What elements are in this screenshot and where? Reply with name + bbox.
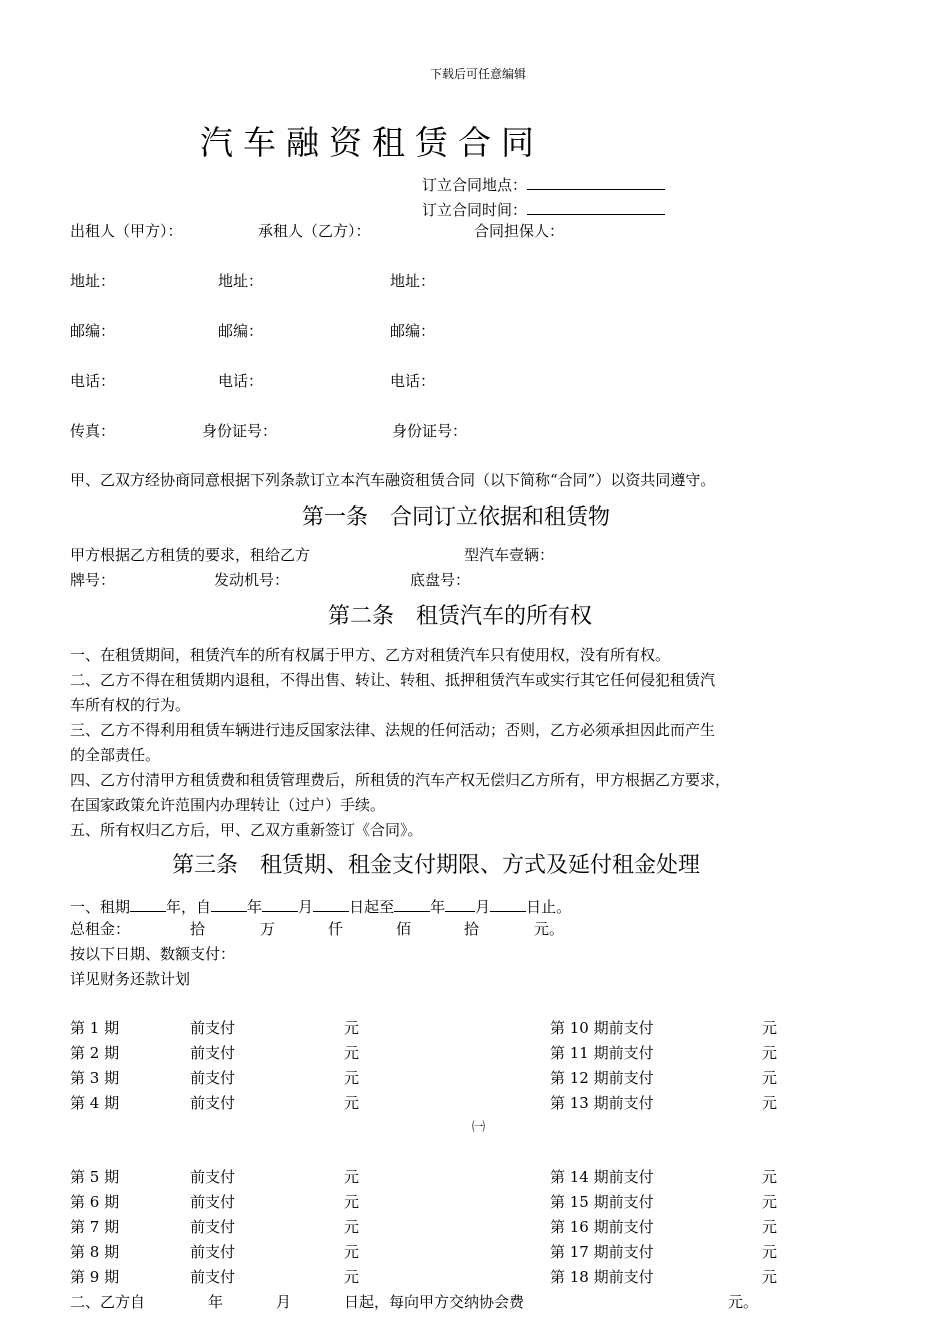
period-label: 第 12 期前支付 [550, 1069, 654, 1087]
pay-schedule-label: 按以下日期、数额支付： [70, 945, 236, 963]
intro-paragraph: 甲、乙双方经协商同意根据下列条款订立本汽车融资租赁合同（以下简称“合同”）以资共同遵守。 [70, 471, 716, 489]
pay-before-label: 前支付 [190, 1094, 236, 1112]
yuan-label: 元 [762, 1243, 778, 1261]
yuan-label: 元 [344, 1268, 360, 1286]
yuan-label: 元 [762, 1193, 778, 1211]
engine-label: 发动机号： [214, 571, 290, 589]
term-text: 日起至 [349, 898, 395, 916]
term-text: 年，自 [166, 898, 212, 916]
guarantor-phone-label: 电话： [390, 372, 436, 390]
yuan-label: 元 [762, 1019, 778, 1037]
article-3-title: 第三条 租赁期、租金支付期限、方式及延付租金处理 [172, 853, 701, 878]
period-label: 第 2 期 [70, 1044, 120, 1062]
sign-time-row [422, 200, 665, 218]
lessee-address-label: 地址： [218, 272, 264, 290]
fee-text: 元。 [728, 1293, 759, 1311]
period-label: 第 4 期 [70, 1094, 120, 1112]
period-label: 第 18 期前支付 [550, 1268, 654, 1286]
period-label: 第 8 期 [70, 1243, 120, 1261]
fee-text: 年 [208, 1293, 224, 1311]
period-label: 第 6 期 [70, 1193, 120, 1211]
yuan-label: 元 [344, 1243, 360, 1261]
term-text: 月 [298, 898, 314, 916]
article-2-para-3b: 的全部责任。 [70, 746, 161, 764]
fee-text: 月 [276, 1293, 292, 1311]
document-title: 汽车融资租赁合同 [200, 123, 544, 162]
period-label: 第 3 期 [70, 1069, 120, 1087]
guarantor-address-label: 地址： [390, 272, 436, 290]
yuan-label: 元 [762, 1069, 778, 1087]
unit-label: 元。 [534, 920, 565, 938]
lessor-address-label: 地址： [70, 272, 116, 290]
period-label: 第 1 期 [70, 1019, 120, 1037]
article-2-para-3a: 三、乙方不得利用租赁车辆进行违反国家法律、法规的任何活动；否则，乙方必须承担因此而产生 [70, 721, 716, 739]
sign-place-row [422, 175, 665, 193]
period-label: 第 11 期前支付 [550, 1044, 654, 1062]
pay-before-label: 前支付 [190, 1193, 236, 1211]
period-label: 第 9 期 [70, 1268, 120, 1286]
yuan-label: 元 [344, 1044, 360, 1062]
lessee-phone-label: 电话： [218, 372, 264, 390]
end-day-blank[interactable] [490, 897, 526, 912]
article-1-title: 第一条 合同订立依据和租赁物 [302, 505, 611, 530]
article-2-para-4b: 在国家政策允许范围内办理转让（过户）手续。 [70, 796, 386, 814]
period-label: 第 7 期 [70, 1218, 120, 1236]
fee-text: 日起，每向甲方交纳协会费 [344, 1293, 525, 1311]
period-label: 第 15 期前支付 [550, 1193, 654, 1211]
yuan-label: 元 [344, 1218, 360, 1236]
pay-before-label: 前支付 [190, 1019, 236, 1037]
yuan-label: 元 [762, 1044, 778, 1062]
lessor-label: 出租人（甲方）： [70, 222, 183, 240]
period-label: 第 13 期前支付 [550, 1094, 654, 1112]
page-number-mark: ㈠ [472, 1120, 486, 1135]
period-label: 第 5 期 [70, 1168, 120, 1186]
term-text: 年 [430, 898, 446, 916]
term-years-blank[interactable] [130, 897, 166, 912]
start-day-blank[interactable] [313, 897, 349, 912]
yuan-label: 元 [344, 1069, 360, 1087]
header-note: 下载后可任意编辑 [430, 67, 527, 81]
lessor-fax-label: 传真： [70, 422, 116, 440]
pay-before-label: 前支付 [190, 1218, 236, 1236]
yuan-label: 元 [762, 1268, 778, 1286]
period-label: 第 17 期前支付 [550, 1243, 654, 1261]
article-2-para-2b: 车所有权的行为。 [70, 696, 191, 714]
yuan-label: 元 [344, 1168, 360, 1186]
pay-before-label: 前支付 [190, 1268, 236, 1286]
article-1-line-1b: 型汽车壹辆： [464, 546, 555, 564]
yuan-label: 元 [344, 1019, 360, 1037]
article-2-para-2a: 二、乙方不得在租赁期内退租，不得出售、转让、转租、抵押租赁汽车或实行其它任何侵犯租赁汽 [70, 671, 716, 689]
term-text: 月 [475, 898, 491, 916]
term-text: 年 [247, 898, 263, 916]
sign-place-label: 订立合同地点： [422, 176, 528, 194]
guarantor-id-label: 身份证号： [392, 422, 468, 440]
article-2-para-4a: 四、乙方付清甲方租赁费和租赁管理费后，所租赁的汽车产权无偿归乙方所有，甲方根据乙方要求， [70, 771, 731, 789]
end-month-blank[interactable] [445, 897, 475, 912]
article-1-line-1a: 甲方根据乙方租赁的要求，租给乙方 [70, 546, 311, 564]
lease-term-row [70, 897, 571, 915]
pay-before-label: 前支付 [190, 1243, 236, 1261]
unit-label: 万 [260, 920, 276, 938]
period-label: 第 10 期前支付 [550, 1019, 654, 1037]
guarantor-postcode-label: 邮编： [390, 322, 436, 340]
unit-label: 拾 [190, 920, 206, 938]
yuan-label: 元 [344, 1193, 360, 1211]
sign-time-label: 订立合同时间： [422, 201, 528, 219]
yuan-label: 元 [762, 1094, 778, 1112]
unit-label: 仟 [328, 920, 344, 938]
chassis-label: 底盘号： [410, 571, 471, 589]
article-2-para-1: 一、在租赁期间，租赁汽车的所有权属于甲方、乙方对租赁汽车只有使用权，没有所有权。 [70, 646, 671, 664]
yuan-label: 元 [762, 1218, 778, 1236]
start-month-blank[interactable] [262, 897, 298, 912]
pay-before-label: 前支付 [190, 1069, 236, 1087]
sign-place-blank[interactable] [527, 175, 665, 190]
unit-label: 拾 [464, 920, 480, 938]
lessor-postcode-label: 邮编： [70, 322, 116, 340]
lessor-phone-label: 电话： [70, 372, 116, 390]
term-text: 日止。 [526, 898, 572, 916]
sign-time-blank[interactable] [527, 200, 665, 215]
see-plan-note: 详见财务还款计划 [70, 970, 191, 988]
end-year-blank[interactable] [394, 897, 430, 912]
pay-before-label: 前支付 [190, 1168, 236, 1186]
yuan-label: 元 [344, 1094, 360, 1112]
period-label: 第 14 期前支付 [550, 1168, 654, 1186]
yuan-label: 元 [762, 1168, 778, 1186]
plate-label: 牌号： [70, 571, 116, 589]
total-rent-label: 总租金： [70, 920, 131, 938]
guarantor-label: 合同担保人： [474, 222, 565, 240]
lessee-postcode-label: 邮编： [218, 322, 264, 340]
lessee-id-label: 身份证号： [202, 422, 278, 440]
start-year-blank[interactable] [211, 897, 247, 912]
term-text: 一、租期 [70, 898, 131, 916]
lessee-label: 承租人（乙方）： [258, 222, 371, 240]
article-2-title: 第二条 租赁汽车的所有权 [328, 604, 593, 629]
article-2-para-5: 五、所有权归乙方后，甲、乙双方重新签订《合同》。 [70, 821, 423, 839]
fee-text: 二、乙方自 [70, 1293, 146, 1311]
pay-before-label: 前支付 [190, 1044, 236, 1062]
unit-label: 佰 [396, 920, 412, 938]
period-label: 第 16 期前支付 [550, 1218, 654, 1236]
